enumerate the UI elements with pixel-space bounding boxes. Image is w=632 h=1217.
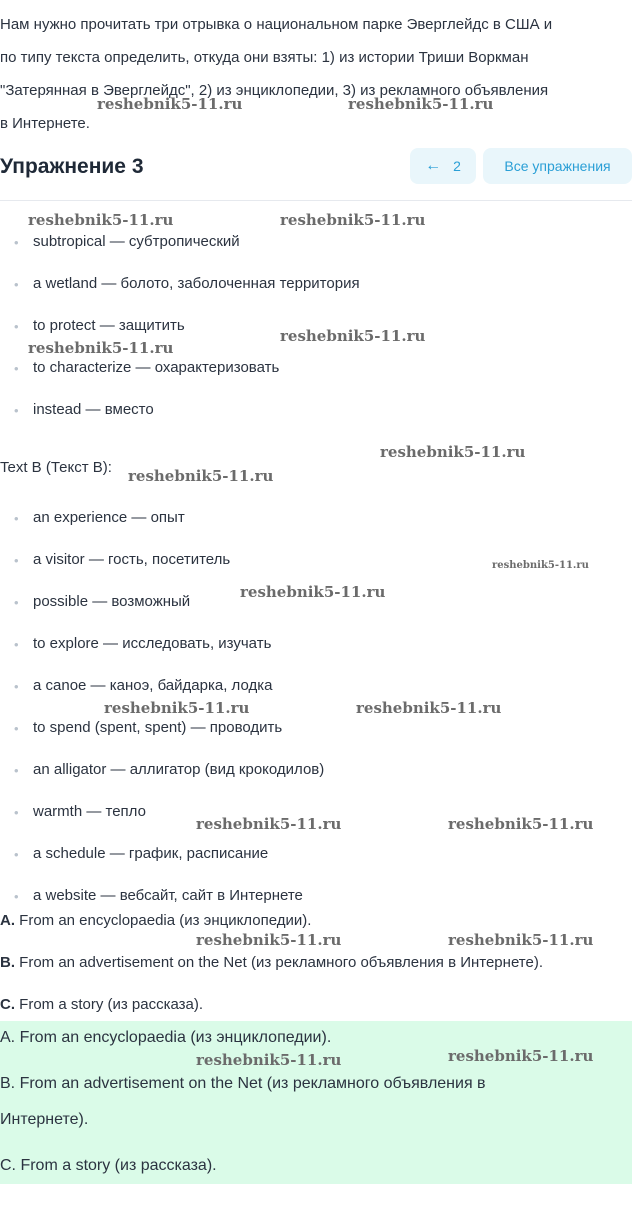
intro-line: "Затерянная в Эверглейдс", 2) из энциклопедии, 3) из рекламного объявления bbox=[0, 82, 549, 99]
list-item: • a schedule — график, расписание bbox=[0, 845, 632, 887]
watermark: reshebnik5-11.ru bbox=[240, 583, 386, 601]
answer-box-line: B. From an advertisement on the Net (из рекламного объявления в bbox=[0, 1075, 486, 1092]
watermark: reshebnik5-11.ru bbox=[280, 327, 426, 345]
answer-letter: B. bbox=[0, 954, 15, 971]
watermark: reshebnik5-11.ru bbox=[448, 931, 594, 949]
watermark: reshebnik5-11.ru bbox=[28, 339, 174, 357]
text-b-label: Text B (Текст B): bbox=[0, 459, 112, 476]
answer-letter: A. bbox=[0, 912, 15, 929]
list-item: • an experience — опыт bbox=[0, 509, 632, 551]
list-item: • a website — вебсайт, сайт в Интернете bbox=[0, 887, 632, 929]
watermark: reshebnik5-11.ru bbox=[196, 815, 342, 833]
answer-box-line: A. From an encyclopaedia (из энциклопедии). bbox=[0, 1029, 332, 1046]
watermark: reshebnik5-11.ru bbox=[356, 699, 502, 717]
list-item: • an alligator — аллигатор (вид крокодилов) bbox=[0, 761, 632, 803]
watermark: reshebnik5-11.ru bbox=[448, 1047, 594, 1065]
watermark: reshebnik5-11.ru bbox=[448, 815, 594, 833]
page-title: Упражнение 3 bbox=[0, 155, 144, 178]
answer-line bbox=[0, 952, 543, 994]
answer-text: From an encyclopaedia (из энциклопедии). bbox=[15, 912, 312, 929]
list-item: • to protect — защитить bbox=[0, 317, 632, 359]
answer-box-line: C. From a story (из рассказа). bbox=[0, 1157, 217, 1174]
all-exercises-button[interactable]: Все упражнения bbox=[483, 148, 632, 184]
list-item: • a canoe — каноэ, байдарка, лодка bbox=[0, 677, 632, 719]
answer-text: From a story (из рассказа). bbox=[15, 996, 204, 1013]
list-item: • a wetland — болото, заболоченная территория bbox=[0, 275, 632, 317]
answer-box-line: Интернете). bbox=[0, 1111, 89, 1128]
watermark: reshebnik5-11.ru bbox=[380, 443, 526, 461]
watermark: reshebnik5-11.ru bbox=[348, 95, 494, 113]
watermark: reshebnik5-11.ru bbox=[280, 211, 426, 229]
previous-exercise-button[interactable] bbox=[410, 148, 476, 184]
watermark: reshebnik5-11.ru bbox=[196, 1051, 342, 1069]
exercise-header bbox=[0, 146, 632, 188]
watermark: reshebnik5-11.ru bbox=[28, 211, 174, 229]
arrow-left-icon: ← bbox=[425, 157, 442, 174]
list-item: • warmth — тепло bbox=[0, 803, 632, 845]
watermark: reshebnik5-11.ru bbox=[196, 931, 342, 949]
watermark: reshebnik5-11.ru bbox=[492, 560, 589, 571]
list-item: • subtropical — субтропический bbox=[0, 233, 632, 275]
list-item: • a visitor — гость, посетитель bbox=[0, 551, 632, 593]
intro-line: Нам нужно прочитать три отрывка о национальном парке Эверглейдс в США и bbox=[0, 16, 553, 33]
list-item: • to spend (spent, spent) — проводить bbox=[0, 719, 632, 761]
answers-list bbox=[0, 910, 543, 1036]
intro-line: по типу текста определить, откуда они взяты: 1) из истории Триши Воркман bbox=[0, 49, 529, 66]
list-item: • to characterize — охарактеризовать bbox=[0, 359, 632, 401]
answer-text: From an advertisement on the Net (из рекламного объявления в Интернете). bbox=[15, 954, 543, 971]
intro-text bbox=[0, 8, 630, 140]
watermark: reshebnik5-11.ru bbox=[97, 95, 243, 113]
intro-line: в Интернете. bbox=[0, 115, 90, 132]
list-item: • instead — вместо bbox=[0, 401, 632, 443]
list-item: • to explore — исследовать, изучать bbox=[0, 635, 632, 677]
list-item: • possible — возможный bbox=[0, 593, 632, 635]
answer-box bbox=[0, 1021, 632, 1184]
header-divider bbox=[0, 200, 632, 201]
vocabulary-list-b bbox=[0, 509, 632, 929]
watermark: reshebnik5-11.ru bbox=[104, 699, 250, 717]
watermark: reshebnik5-11.ru bbox=[128, 467, 274, 485]
previous-exercise-label: 2 bbox=[453, 158, 461, 174]
answer-letter: C. bbox=[0, 996, 15, 1013]
